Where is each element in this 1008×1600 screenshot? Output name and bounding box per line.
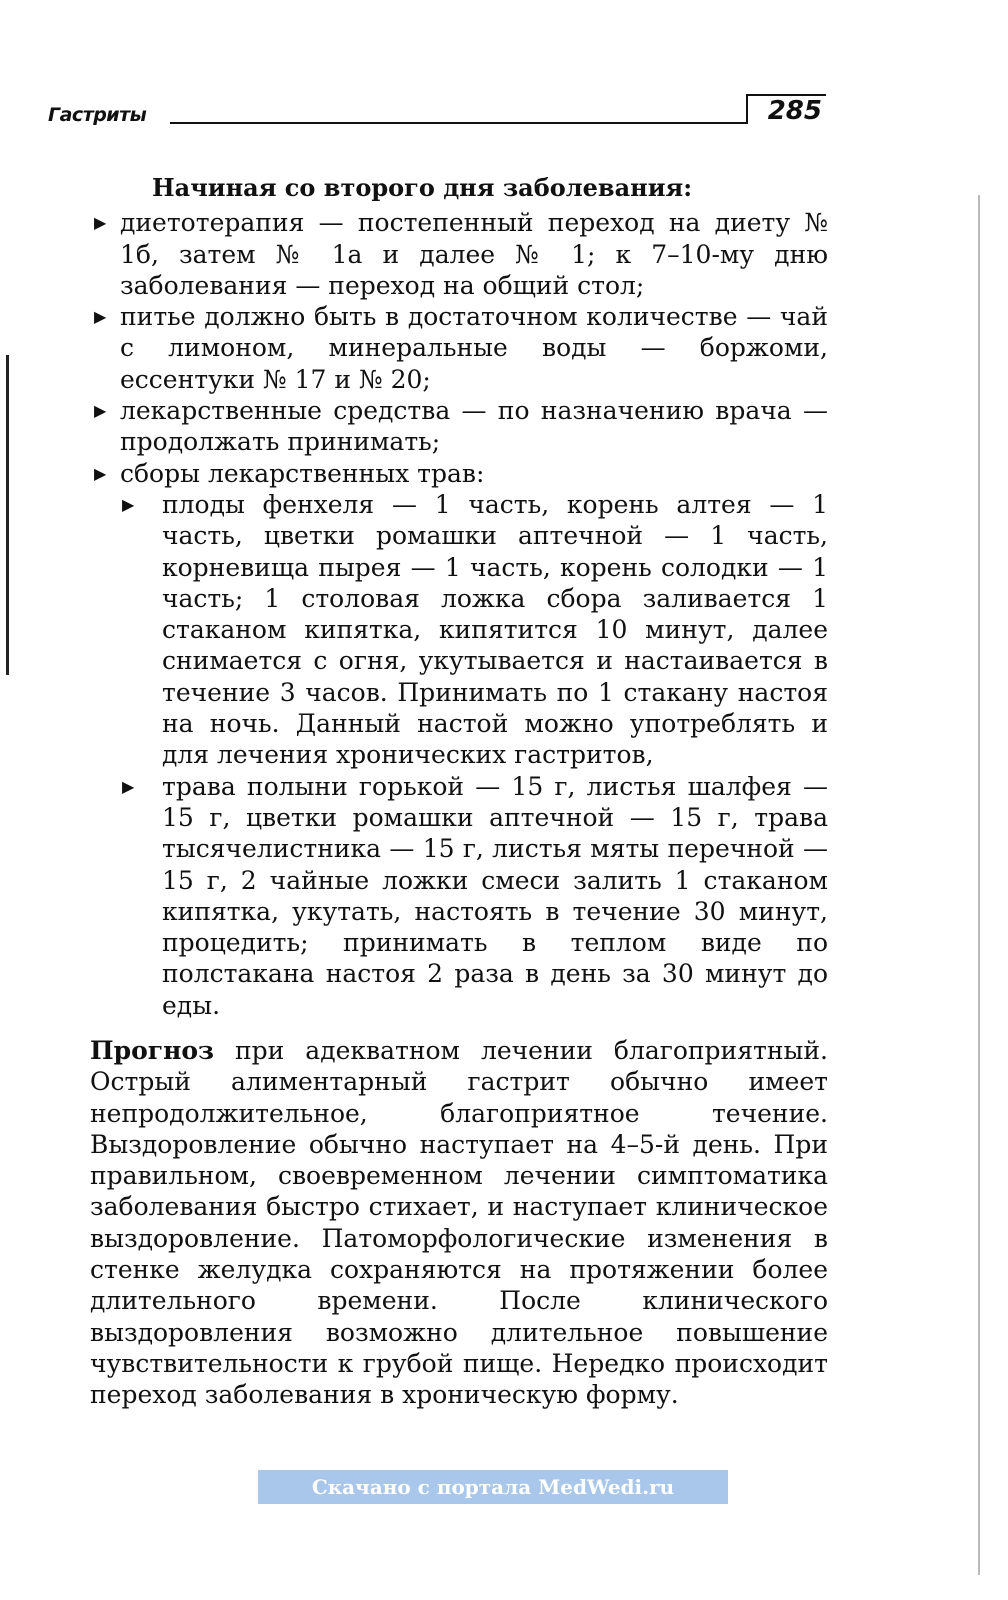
sub-list-item [122, 489, 828, 771]
list-item-text: сборы лекарственных трав: [120, 458, 485, 488]
header-rule [170, 122, 746, 124]
list-item-text: лекарственные средства — по назначению врача — продолжать принимать; [120, 396, 828, 457]
page-header [48, 98, 826, 130]
sub-list-item [122, 771, 828, 1021]
prognosis-paragraph [90, 1035, 828, 1411]
bullet-icon: ▶ [94, 213, 107, 233]
treatment-section [90, 172, 828, 1021]
list-item-text: питье должно быть в достаточном количестве — чай с лимоном, минеральные воды — боржоми, ессентуки № 17 и № 20; [120, 302, 828, 394]
list-item [90, 301, 828, 395]
list-item [90, 207, 828, 301]
bullet-icon: ▶ [94, 463, 107, 483]
bullet-icon: ▶ [94, 307, 107, 327]
prognosis-text: при адекватном лечении благоприятный. Острый алиментарный гастрит обычно имеет непродолжительное, благоприятное течение. Выздоровление обычно наступает на 4–5-й день. При правильном, своевременном лечении симптоматика заболевания быстро стихает, и наступает клиническое выздоровление. Патоморфологические изменения в стенке желудка сохраняются на протяжении более длительного времени. После клинического выздоровления возможно длительное повышение чувствительности к грубой пище. Нередко происходит переход заболевания в хроническую форму. [90, 1036, 828, 1410]
bullet-icon: ▶ [94, 401, 107, 421]
list-item [90, 395, 828, 458]
sub-list-item-text: трава полыни горькой — 15 г, листья шалфея — 15 г, цветки ромашки аптечной — 15 г, трава тысячелистника — 15 г, листья мяты перечной — 15 г, 2 чайные ложки смеси залить 1 стаканом кипятка, укутать, настоять в течение 30 минут, процедить; принимать в теплом виде по полстакана настоя 2 раза в день за 30 минут до еды. [162, 771, 828, 1020]
scan-right-edge [978, 195, 980, 1575]
bullet-icon: ▶ [122, 776, 135, 796]
herbal-list [90, 489, 828, 1021]
sub-list-item-text: плоды фенхеля — 1 часть, корень алтея — 1 часть, цветки ромашки аптечной — 1 часть, корневища пырея — 1 часть, корень солодки — 1 часть; 1 столовая ложка сбора заливается 1 стаканом кипятка, кипятится 10 минут, далее снимается с огня, укутывается и настаивается в течение 3 часов. Принимать по 1 стакану настоя на ночь. Данный настой можно употреблять и для лечения хронических гастритов, [162, 489, 828, 770]
scan-margin-line [6, 355, 9, 675]
prognosis-label: Прогноз [90, 1036, 215, 1065]
watermark: Скачано с портала MedWedi.ru [258, 1470, 728, 1504]
bullet-icon: ▶ [122, 494, 135, 514]
subheading: Начиная со второго дня заболевания: [152, 173, 693, 202]
treatment-list [90, 207, 828, 489]
section-title: Гастриты [48, 104, 147, 126]
list-item [90, 458, 828, 489]
page-number: 285 [746, 94, 826, 124]
list-item-text: диетотерапия — постепенный переход на диету № 1б, затем № 1а и далее № 1; к 7–10-му дню заболевания — переход на общий стол; [120, 208, 828, 300]
